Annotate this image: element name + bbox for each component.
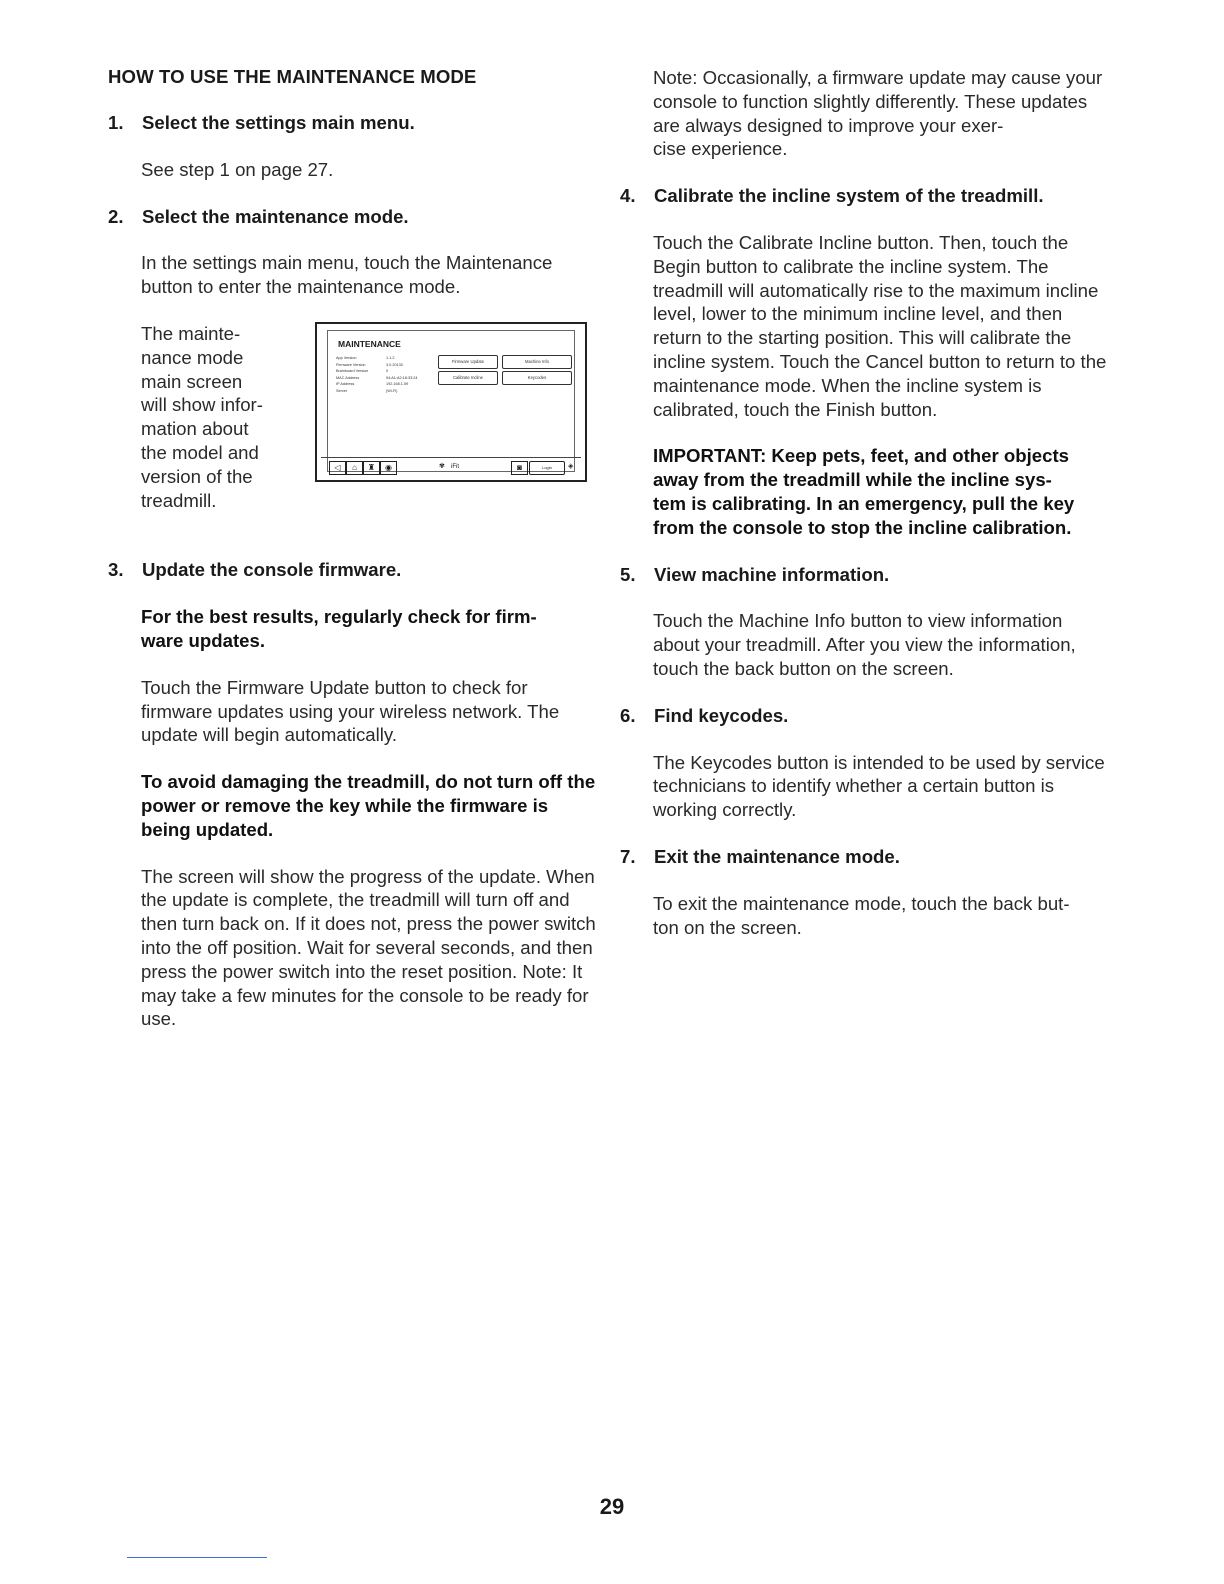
step-title: View machine information.: [654, 563, 890, 585]
firmware-update-button[interactable]: Firmware Update: [438, 355, 498, 369]
firmware-tip: For the best results, regularly check for firm- ware updates.: [141, 606, 537, 651]
step-2: [108, 205, 598, 229]
step-5: [620, 563, 1112, 587]
firmware-warning: To avoid damaging the treadmill, do not turn off the power or remove the key while the firmware is being updated.: [141, 771, 596, 840]
machine-info-button[interactable]: Machine Info: [502, 355, 572, 369]
step-7: [620, 845, 1112, 869]
maintenance-screen-illustration: [315, 322, 587, 482]
step-3-body: [108, 605, 598, 1031]
info-row: [336, 388, 436, 395]
step-number: 5.: [620, 563, 636, 585]
step-3: [108, 558, 598, 582]
step-title: Calibrate the incline system of the treadmill.: [654, 185, 1044, 207]
info-value: 1.1.2: [386, 355, 395, 360]
left-column: [108, 66, 598, 1054]
home-icon[interactable]: ⌂: [346, 461, 363, 475]
step-title: Select the maintenance mode.: [142, 205, 409, 227]
important-warning: IMPORTANT: Keep pets, feet, and other objects away from the treadmill while the incline sys- tem is calibrating. In an emergency, pull the key from the console to stop the incline calibration.: [653, 445, 1075, 538]
step-5-text: Touch the Machine Info button to view information about your treadmill. After you view the information, touch the back button on the screen.: [653, 610, 1076, 679]
step-number: 2.: [108, 205, 124, 227]
power-icon[interactable]: ◉: [380, 461, 397, 475]
info-label: Server: [336, 388, 348, 393]
info-value: 3.0.20130: [386, 362, 403, 367]
ifit-icon[interactable]: ◙: [511, 461, 528, 475]
fan-icon: ✾: [439, 462, 445, 470]
step-title: Exit the maintenance mode.: [654, 845, 900, 867]
step-1-body: [108, 158, 598, 182]
footer-rule: [127, 1557, 267, 1558]
step-number: 3.: [108, 559, 124, 581]
login-button[interactable]: Login: [529, 461, 565, 475]
info-value: (Wi-Fi): [386, 388, 398, 393]
step-6: [620, 704, 1112, 728]
info-row: [336, 362, 436, 369]
right-column: [620, 66, 1112, 962]
keycodes-button[interactable]: Keycodes: [502, 371, 572, 385]
screen-figure-row: [141, 322, 598, 535]
step-title: Find keycodes.: [654, 704, 789, 726]
firmware-note: Note: Occasionally, a firmware update may cause your console to function slightly differently. These updates are always designed to improve your exer- cise experience.: [653, 67, 1103, 160]
screen-info-list: [336, 355, 436, 395]
info-row: [336, 375, 436, 382]
info-label: IP Address: [336, 382, 355, 387]
step-4-body: [620, 231, 1112, 540]
ifit-logo: iFit: [451, 463, 459, 470]
step-2-body: [108, 251, 598, 535]
firmware-note-block: [620, 66, 1112, 161]
info-value: 0: [386, 369, 389, 374]
info-label: Firmware Version: [336, 362, 366, 367]
info-row: [336, 381, 436, 388]
step-6-body: [620, 751, 1112, 822]
info-label: App Version: [336, 355, 357, 360]
page-number: 29: [599, 1494, 625, 1519]
step-7-text: To exit the maintenance mode, touch the back but- ton on the screen.: [653, 892, 1070, 938]
step-5-body: [620, 609, 1112, 680]
figure-caption: The mainte- nance mode main screen will show infor- mation about the model and version of the treadmill.: [141, 322, 263, 511]
step-6-text: The Keycodes button is intended to be used by service technicians to identify whether a certain button is working correctly.: [653, 751, 1105, 821]
step-title: Select the settings main menu.: [142, 112, 415, 133]
step-7-body: [620, 892, 1112, 940]
step-number: 7.: [620, 845, 636, 867]
step-4: [620, 184, 1112, 208]
info-value: 192.168.1.59: [386, 382, 409, 387]
info-row: [336, 368, 436, 375]
info-label: Brainboard Version: [336, 369, 369, 374]
back-icon[interactable]: ◁: [329, 461, 346, 475]
screen-title: MAINTENANCE: [338, 338, 401, 349]
calibrate-incline-button[interactable]: Calibrate Incline: [438, 371, 498, 385]
info-value: 94:A1:A2:18:33:24: [386, 375, 418, 380]
wifi-icon: ◈: [568, 462, 574, 470]
info-label: MAC Address: [336, 375, 360, 380]
step-1: [108, 111, 598, 135]
step-title: Update the console firmware.: [142, 559, 402, 581]
workout-icon[interactable]: ♜: [363, 461, 380, 475]
step-2-text: In the settings main menu, touch the Maintenance button to enter the maintenance mode.: [141, 252, 553, 298]
step-1-text: See step 1 on page 27.: [141, 158, 334, 180]
step-4-text: Touch the Calibrate Incline button. Then, touch the Begin button to calibrate the incline system. The treadmill will automatically rise to the maximum incline level, lower to the minimum incline level, and then return to the starting position. This will calibrate the incline system. Touch the Cancel button to return to the maintenance mode. When the incline system is calibrated, touch the Finish button.: [653, 231, 1107, 420]
step-number: 4.: [620, 185, 636, 207]
screen-frame: [327, 330, 575, 472]
step-3-progress-text: The screen will show the progress of the update. When the update is complete, the treadmill will turn off and then turn back on. If it does not, press the power switch into the off position. Wait for several seconds, and then press the power switch into the reset position. Note: It may take a few minutes for the console to be ready for use.: [141, 865, 596, 1030]
screen-bottom-bar: [321, 457, 581, 476]
step-number: 6.: [620, 704, 636, 726]
section-heading: HOW TO USE THE MAINTENANCE MODE: [108, 66, 477, 87]
step-3-text: Touch the Firmware Update button to check for firmware updates using your wireless network. The update will begin automatically.: [141, 676, 560, 746]
step-number: 1.: [108, 112, 124, 133]
info-row: [336, 355, 436, 362]
